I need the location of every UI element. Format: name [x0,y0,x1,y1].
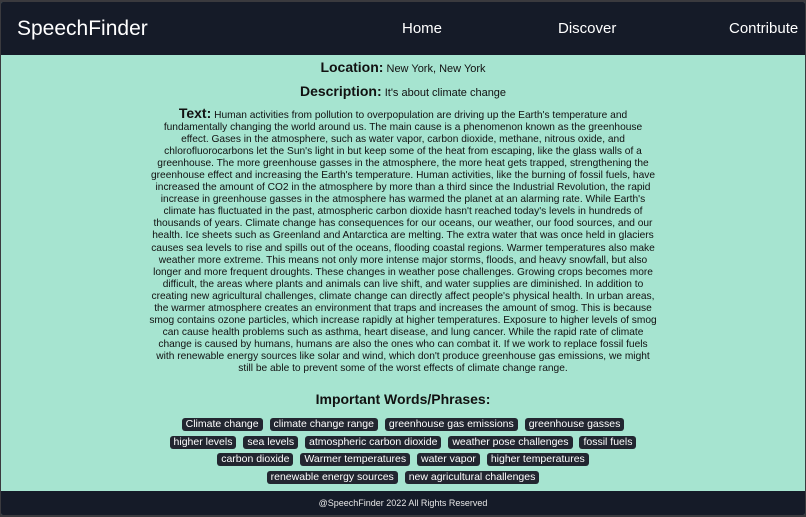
nav-discover-link[interactable]: Discover [558,20,617,37]
keyword-tag[interactable]: higher temperatures [487,453,589,466]
speech-details [1,55,805,491]
keyword-tag[interactable]: new agricultural challenges [405,471,540,484]
location-value: New York, New York [386,63,486,75]
description-label: Description: [299,83,382,99]
keyword-tag[interactable]: Warmer temperatures [300,453,410,466]
keyword-tag[interactable]: water vapor [417,453,480,466]
keyword-tag[interactable]: climate change range [270,418,378,431]
important-words-list [153,416,653,486]
keyword-tag[interactable]: atmospheric carbon dioxide [305,436,441,449]
keyword-tag[interactable]: fossil fuels [579,436,636,449]
keyword-tag[interactable]: renewable energy sources [267,471,398,484]
keyword-tag[interactable]: Climate change [182,418,263,431]
nav-contribute-link[interactable]: Contribute [729,20,799,37]
important-words-heading: Important Words/Phrases: [315,391,491,408]
footer [1,491,805,515]
description-value: It's about climate change [384,87,507,99]
location-row [1,59,805,75]
app-window [1,2,805,515]
keyword-tag[interactable]: carbon dioxide [217,453,293,466]
location-label: Location: [320,59,384,75]
keyword-tag[interactable]: higher levels [170,436,237,449]
footer-text: @SpeechFinder 2022 All Rights Reserved [318,498,488,508]
keyword-tag[interactable]: sea levels [243,436,298,449]
brand-logo[interactable]: SpeechFinder [17,17,148,40]
keyword-tag[interactable]: greenhouse gas emissions [385,418,518,431]
keyword-tag[interactable]: greenhouse gasses [525,418,625,431]
speech-text-block [149,107,657,375]
text-label: Text: [178,105,212,121]
navbar [1,2,805,55]
keyword-tag[interactable]: weather pose challenges [448,436,572,449]
description-row [1,83,805,99]
speech-text: Human activities from pollution to overpopulation are driving up the Earth's temperature and fundamentally changing the world around us. The main cause is a phenomenon known as the greenhouse effect. Gases in the atmosphere, such as water vapor, carbon dioxide, methane, nitrous oxide, and chlorofluorocarbons let the Sun's light in but keep some of the heat from escaping, like the glass walls of a greenhouse. The more greenhouse gasses in the atmosphere, the more heat gets trapped, strengthening the greenhouse effect and increasing the Earth's temperature. Human activities, like the burning of fossil fuels, have increased the amount of CO2 in the atmosphere by more than a third since the Industrial Revolution, the rapid increase in greenhouse gasses in the atmosphere has warmed the planet at an alarming rate. While Earth's climate has fluctuated in the past, atmospheric carbon dioxide hasn't reached today's levels in hundreds of thousands of years. Climate change has consequences for our oceans, our weather, our food sources, and our health. Ice sheets such as Greenland and Antarctica are melting. The extra water that was once held in glaciers causes sea levels to rise and spills out of the oceans, flooding coastal regions. Warmer temperatures also make weather more extreme. This means not only more intense major storms, floods, and heavy snowfall, but also longer and more frequent droughts. These changes in weather pose challenges. Growing crops becomes more difficult, the areas where plants and animals can live shift, and water supplies are diminished. In addition to creating new agricultural challenges, climate change can directly affect people's physical health. In urban areas, the warmer atmosphere creates an environment that traps and increases the amount of smog. This is because smog contains ozone particles, which increase rapidly at higher temperatures. Exposure to higher levels of smog can cause health problems such as asthma, heart disease, and lung cancer. While the rapid rate of climate change is caused by humans, humans are also the ones who can combat it. If we work to replace fossil fuels with renewable energy sources like solar and wind, which don't produce greenhouse gas emissions, we might still be able to prevent some of the worst effects of climate change range. [149,110,657,374]
nav-home-link[interactable]: Home [402,20,443,37]
